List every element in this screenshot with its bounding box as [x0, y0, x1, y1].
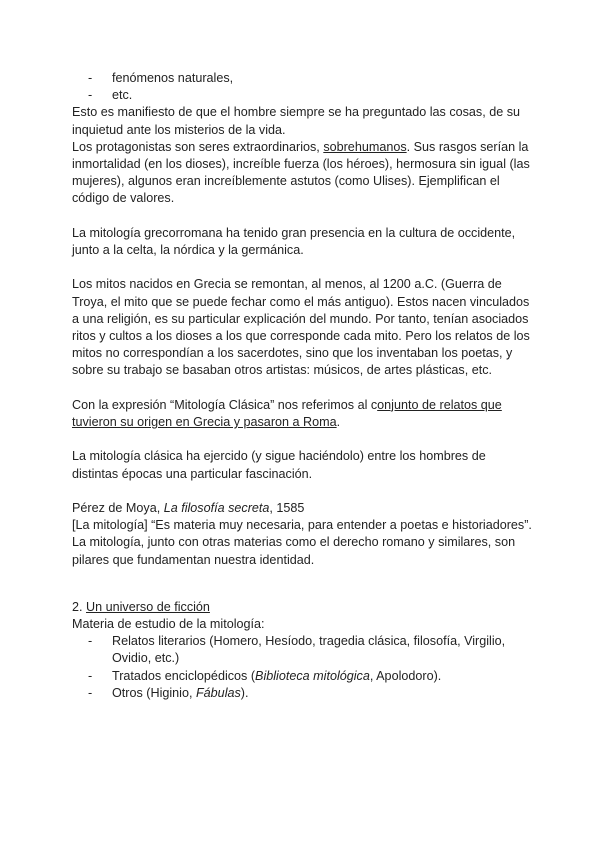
list-item: [72, 633, 532, 667]
bullet-dash: -: [88, 88, 93, 103]
text-run: Con la expresión “Mitología Clásica” nos referimos al c: [72, 397, 378, 412]
paragraph-manifest: Esto es manifiesto de que el hombre siempre se ha preguntado las cosas, de su inquietud ante los misterios de la vida.: [72, 105, 521, 137]
paragraph-protagonists: [72, 139, 532, 208]
list-item: [72, 87, 532, 104]
citation-year: , 1585: [269, 501, 305, 515]
paragraph-definition: [72, 397, 532, 431]
italic-title: Biblioteca mitológica: [255, 668, 370, 683]
bullet-dash: -: [88, 71, 93, 85]
spacer: [72, 208, 532, 225]
text-run: Tratados enciclopédicos (: [112, 668, 256, 683]
underlined-term: sobrehumanos: [323, 139, 407, 154]
list-item-text: etc.: [112, 88, 133, 103]
section-number: 2.: [72, 599, 87, 614]
spacer: [72, 431, 532, 448]
list-item-text: Relatos literarios (Homero, Hesíodo, tragedia clásica, filosofía, Virgilio, Ovidio, etc.): [112, 634, 506, 666]
spacer: [72, 380, 532, 397]
paragraph-identity: La mitología, junto con otras materias como el derecho romano y similares, son pilares que fundamentan nuestra identidad.: [72, 535, 516, 567]
text-run: .: [336, 415, 341, 430]
citation-author: Pérez de Moya,: [72, 501, 164, 515]
spacer: [72, 569, 532, 599]
text-run: Los protagonistas son seres extraordinarios,: [72, 139, 324, 154]
citation-title: La filosofía secreta: [163, 501, 270, 515]
bullet-dash: -: [88, 685, 93, 700]
text-run: ).: [240, 685, 249, 700]
document-page: [72, 70, 532, 702]
citation-quote: [La mitología] “Es materia muy necesaria, para entender a poetas e historiadores”.: [72, 518, 532, 533]
section-title: Un universo de ficción: [86, 599, 210, 614]
spacer: [72, 259, 532, 276]
list-item: [72, 70, 532, 87]
section-heading: [72, 599, 532, 616]
italic-title: Fábulas: [195, 685, 241, 700]
paragraph-origins: Los mitos nacidos en Grecia se remontan, al menos, al 1200 a.C. (Guerra de Troya, el mito que se puede fechar como el más antiguo). Estos nacen vinculados a una religión, es su particular explicación del mundo. Por tanto, tenían asociados ritos y cultos a los dioses a los que corresponde cada mito. Pero los relatos de los mitos no correspondían a los sacerdotes, sino que los inventaban los poetas, y sobre su trabajo se basaban otros artistas: músicos, de artes plásticas, etc.: [72, 277, 530, 378]
bullet-dash: -: [88, 634, 93, 649]
citation-line: [72, 500, 532, 517]
list-item: [72, 668, 532, 685]
paragraph-fascination: La mitología clásica ha ejercido (y sigue haciéndolo) entre los hombres de distintas épocas una particular fascinación.: [72, 449, 486, 481]
bullet-dash: -: [88, 668, 93, 683]
list-item: [72, 685, 532, 702]
text-run: , Apolodoro).: [369, 668, 442, 683]
spacer: [72, 483, 532, 500]
text-run: Otros (Higinio,: [112, 685, 196, 700]
section-intro: Materia de estudio de la mitología:: [72, 617, 265, 632]
list-item-text: fenómenos naturales,: [112, 71, 234, 85]
underlined-definition: onjunto de relatos que tuvieron su origen en Grecia y pasaron a Roma: [72, 397, 502, 430]
paragraph-grecorromana: La mitología grecorromana ha tenido gran presencia en la cultura de occidente, junto a la celta, la nórdica y la germánica.: [72, 225, 516, 258]
text-run: . Sus rasgos serían la inmortalidad (en los dioses), increíble fuerza (los héroes), hermosura sin igual (las mujeres), algunos eran increíblemente astutos (como Ulises). Ejemplifican el código de valores.: [72, 139, 530, 206]
